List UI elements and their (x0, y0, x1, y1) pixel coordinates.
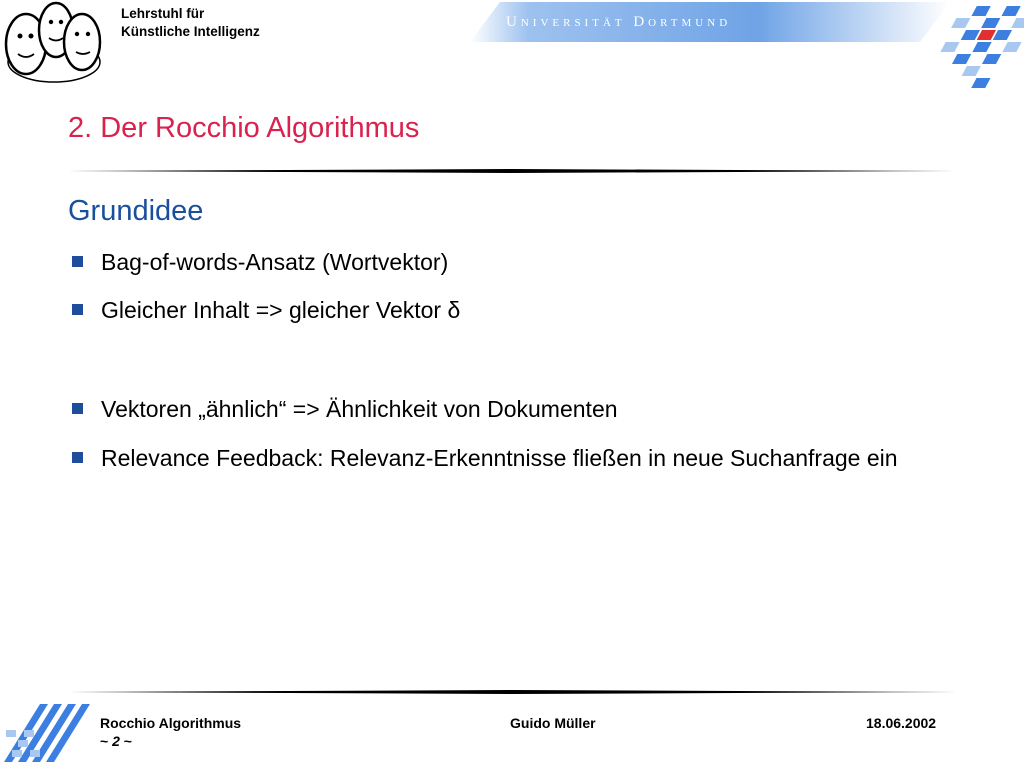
bullet-item (72, 242, 902, 282)
square-bullet-icon (72, 403, 83, 414)
square-bullet-icon (72, 256, 83, 267)
university-footer-logo (0, 700, 96, 768)
page-suffix: ~ (119, 733, 132, 749)
bullet-text: Vektoren „ähnlich“ => Ähnlichkeit von Dokumenten (101, 396, 618, 422)
section-heading: Grundidee (68, 195, 204, 227)
title-divider (67, 169, 955, 173)
university-name: Universität Dortmund (506, 14, 732, 30)
page-prefix: ~ (100, 733, 113, 749)
bullet-item (72, 389, 902, 429)
chair-name-line1: Lehrstuhl für (121, 6, 205, 21)
footer-divider (68, 690, 958, 694)
page-number: 2 (112, 733, 120, 749)
bullet-item (72, 290, 902, 330)
bullet-text: Bag-of-words-Ansatz (Wortvektor) (101, 249, 449, 275)
square-bullet-icon (72, 452, 83, 463)
bullet-text: Gleicher Inhalt => gleicher Vektor δ (101, 297, 461, 323)
footer-author: Guido Müller (510, 715, 596, 731)
bullet-item (72, 438, 902, 478)
chair-name-line2: Künstliche Intelligenz (121, 24, 260, 39)
footer-date: 18.06.2002 (866, 715, 937, 731)
footer-page-number (100, 733, 132, 750)
ai-chair-eggs-logo (0, 0, 108, 90)
university-logo (900, 0, 1024, 96)
bullet-text: Relevance Feedback: Relevanz-Erkenntnisse fließen in neue Suchanfrage ein (101, 445, 898, 471)
square-bullet-icon (72, 304, 83, 315)
slide-title: 2. Der Rocchio Algorithmus (68, 112, 420, 144)
chair-name (121, 5, 260, 41)
footer-topic: Rocchio Algorithmus (100, 715, 242, 731)
